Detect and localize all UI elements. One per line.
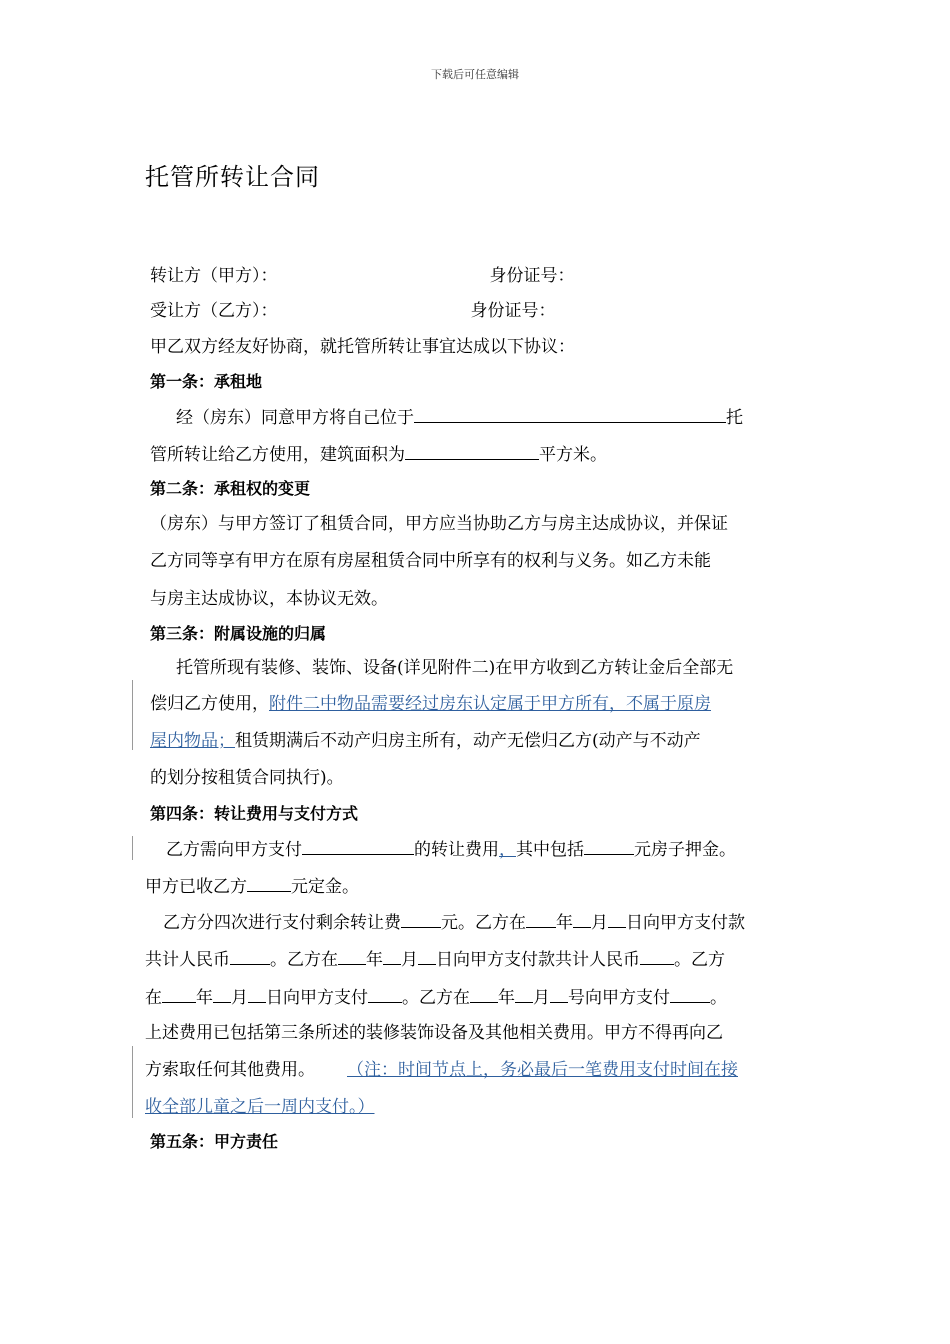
payment-text: 年 — [498, 988, 515, 1008]
payment-line-2 — [145, 946, 802, 972]
payment-text: 。乙方在 — [402, 988, 470, 1008]
payment-text: 在 — [145, 988, 162, 1008]
payment-text: 日向甲方支付款共计人民币 — [436, 950, 640, 970]
intro-text: 甲乙双方经友好协商，就托管所转让事宜达成以下协议： — [150, 337, 575, 357]
article-3-text: 偿归乙方使用， — [150, 694, 269, 714]
year-blank — [338, 946, 366, 965]
deposit-blank — [584, 836, 634, 855]
article-1-line-2 — [150, 441, 802, 467]
article-4-text: 其中包括 — [516, 840, 584, 860]
party-b-line — [150, 299, 802, 323]
article-4-text: 乙方需向甲方支付 — [166, 840, 302, 860]
revision-bar — [132, 836, 133, 860]
earnest-blank — [247, 873, 291, 892]
article-4-line-1 — [166, 836, 802, 862]
payment-text: 号向甲方支付 — [568, 988, 670, 1008]
day-blank — [608, 909, 626, 928]
payment-text: 月 — [401, 950, 418, 970]
party-a-line — [150, 264, 802, 288]
article-2-line-1: （房东）与甲方签订了租赁合同，甲方应当协助乙方与房主达成协议，并保证 — [150, 514, 728, 534]
payment-text: 年 — [366, 950, 383, 970]
tracked-change-link[interactable]: ， — [499, 840, 516, 860]
article-4-text: 元房子押金。 — [634, 840, 736, 860]
article-4-heading: 第四条：转让费用与支付方式 — [150, 804, 359, 823]
month-blank — [515, 984, 533, 1003]
revision-bar — [132, 1046, 133, 1118]
area-blank — [405, 441, 539, 460]
party-b-id-label: 身份证号： — [470, 301, 556, 321]
tracked-change-link[interactable]: 收全部儿童之后一周内支付。） — [145, 1097, 375, 1117]
payment-text: 日向甲方支付款 — [626, 913, 745, 933]
article-1-heading: 第一条：承租地 — [150, 372, 263, 391]
payment-text: 年 — [196, 988, 213, 1008]
article-2-line-2: 乙方同等享有甲方在原有房屋租赁合同中所享有的权利与义务。如乙方未能 — [150, 551, 711, 571]
remaining-blank — [401, 909, 441, 928]
month-blank — [383, 946, 401, 965]
party-b-label: 受让方（乙方）： — [150, 301, 278, 321]
article-5-heading: 第五条：甲方责任 — [150, 1132, 279, 1151]
article-3-line-1: 托管所现有装修、装饰、设备(详见附件二)在甲方收到乙方转让金后全部无 — [176, 658, 734, 678]
payment-text: 月 — [533, 988, 550, 1008]
article-1-text: 管所转让给乙方使用，建筑面积为 — [150, 445, 405, 465]
article-4-text: 元定金。 — [291, 877, 359, 897]
payment-text: 年 — [556, 913, 573, 933]
article-3-line-2 — [150, 692, 802, 716]
article-4-text: 的转让费用 — [414, 840, 499, 860]
payment-text: 月 — [591, 913, 608, 933]
month-blank — [213, 984, 231, 1003]
payment-text: 共计人民币 — [145, 950, 230, 970]
amount-blank — [640, 946, 674, 965]
month-blank — [573, 909, 591, 928]
tracked-change-link[interactable]: 屋内物品； — [150, 731, 235, 751]
amount-blank — [368, 984, 402, 1003]
payment-text: 。 — [710, 988, 727, 1008]
payment-text: 乙方分四次进行支付剩余转让费 — [163, 913, 401, 933]
day-blank — [248, 984, 266, 1003]
article-2-line-3: 与房主达成协议，本协议无效。 — [150, 589, 388, 609]
article-3-text: 租赁期满后不动产归房主所有，动产无偿归乙方(动产与不动产 — [235, 731, 701, 751]
article-2-heading: 第二条：承租权的变更 — [150, 479, 311, 498]
day-blank — [550, 984, 568, 1003]
payment-line-1 — [163, 909, 802, 935]
page-header: 下载后可任意编辑 — [431, 68, 519, 81]
article-1-text: 托 — [726, 408, 743, 428]
article-1-line-1 — [176, 404, 802, 430]
article-1-text: 经（房东）同意甲方将自己位于 — [176, 408, 414, 428]
payment-text: 。乙方 — [674, 950, 725, 970]
article-3-line-3 — [150, 729, 802, 753]
year-blank — [526, 909, 556, 928]
payment-text: 月 — [231, 988, 248, 1008]
year-blank — [162, 984, 196, 1003]
payment-line-5 — [145, 1058, 802, 1082]
payment-text: 。乙方在 — [270, 950, 338, 970]
payment-text: 方索取任何其他费用。 — [145, 1060, 315, 1080]
year-blank — [470, 984, 498, 1003]
article-3-line-4: 的划分按租赁合同执行)。 — [150, 768, 344, 788]
day-blank — [418, 946, 436, 965]
article-4-text: 甲方已收乙方 — [145, 877, 247, 897]
amount-blank — [230, 946, 270, 965]
location-blank — [414, 404, 726, 423]
article-4-line-2 — [145, 873, 797, 899]
tracked-change-link[interactable]: （注：时间节点上，务必最后一笔费用支付时间在接 — [347, 1060, 738, 1080]
revision-bar — [132, 680, 133, 750]
fee-blank — [302, 836, 414, 855]
payment-line-4: 上述费用已包括第三条所述的装修装饰设备及其他相关费用。甲方不得再向乙 — [145, 1023, 723, 1043]
payment-line-6 — [145, 1095, 802, 1119]
party-a-label: 转让方（甲方）： — [150, 266, 278, 286]
tracked-change-link[interactable]: 附件二中物品需要经过房东认定属于甲方所有，不属于原房 — [269, 694, 711, 714]
contract-title: 托管所转让合同 — [145, 163, 320, 191]
article-1-text: 平方米。 — [539, 445, 607, 465]
payment-text: 元。乙方在 — [441, 913, 526, 933]
amount-blank — [670, 984, 710, 1003]
payment-line-3 — [145, 984, 802, 1010]
party-a-id-label: 身份证号： — [489, 266, 575, 286]
payment-text: 日向甲方支付 — [266, 988, 368, 1008]
article-3-heading: 第三条：附属设施的归属 — [150, 624, 327, 643]
